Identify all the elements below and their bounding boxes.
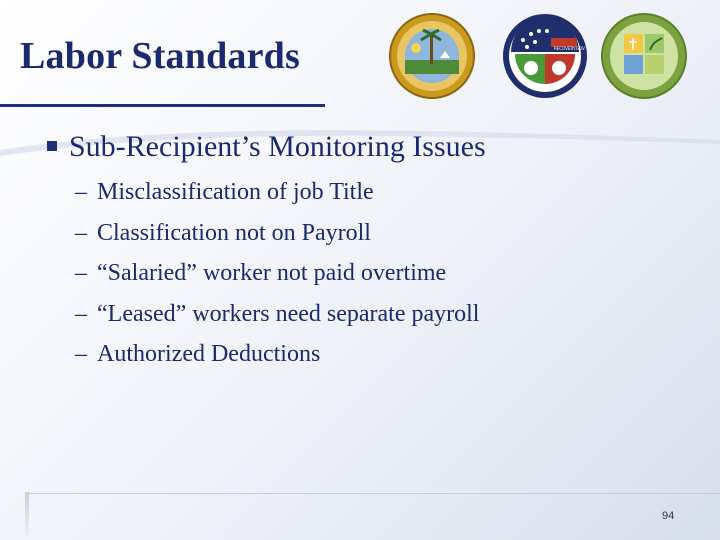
square-bullet-icon — [47, 141, 57, 151]
sub-bullet-text: “Salaried” worker not paid overtime — [97, 260, 447, 286]
dash-bullet-icon: – — [75, 341, 87, 367]
main-bullet-text: Sub-Recipient’s Monitoring Issues — [69, 130, 486, 163]
dash-bullet-icon: – — [75, 179, 87, 205]
sub-bullet-item — [75, 338, 479, 379]
recovery-gov-logo — [501, 12, 589, 100]
main-bullet — [47, 130, 486, 164]
footer-divider-accent — [25, 492, 29, 540]
recovery-banner-text: RECOVERY.GOV — [554, 46, 585, 51]
logo-group — [388, 12, 688, 102]
sub-bullet-item — [75, 217, 479, 258]
page-number: 94 — [662, 510, 675, 522]
florida-energy-climate-commission-logo — [600, 12, 688, 100]
sub-bullet-text: Classification not on Payroll — [97, 219, 371, 246]
slide-title: Labor Standards — [20, 35, 301, 77]
sub-bullet-text: “Leased” workers need separate payroll — [97, 300, 480, 327]
sub-bullet-text: Authorized Deductions — [97, 341, 321, 367]
sub-bullet-list — [75, 176, 479, 379]
sub-bullet-item — [75, 298, 479, 339]
footer-divider — [25, 493, 720, 494]
title-underline — [0, 104, 325, 107]
dash-bullet-icon: – — [75, 300, 87, 327]
sub-bullet-text: Misclassification of job Title — [97, 179, 374, 205]
sub-bullet-item — [75, 257, 479, 298]
dash-bullet-icon: – — [75, 260, 87, 286]
sub-bullet-item — [75, 176, 479, 217]
dash-bullet-icon: – — [75, 219, 87, 246]
florida-state-seal-logo — [388, 12, 476, 100]
